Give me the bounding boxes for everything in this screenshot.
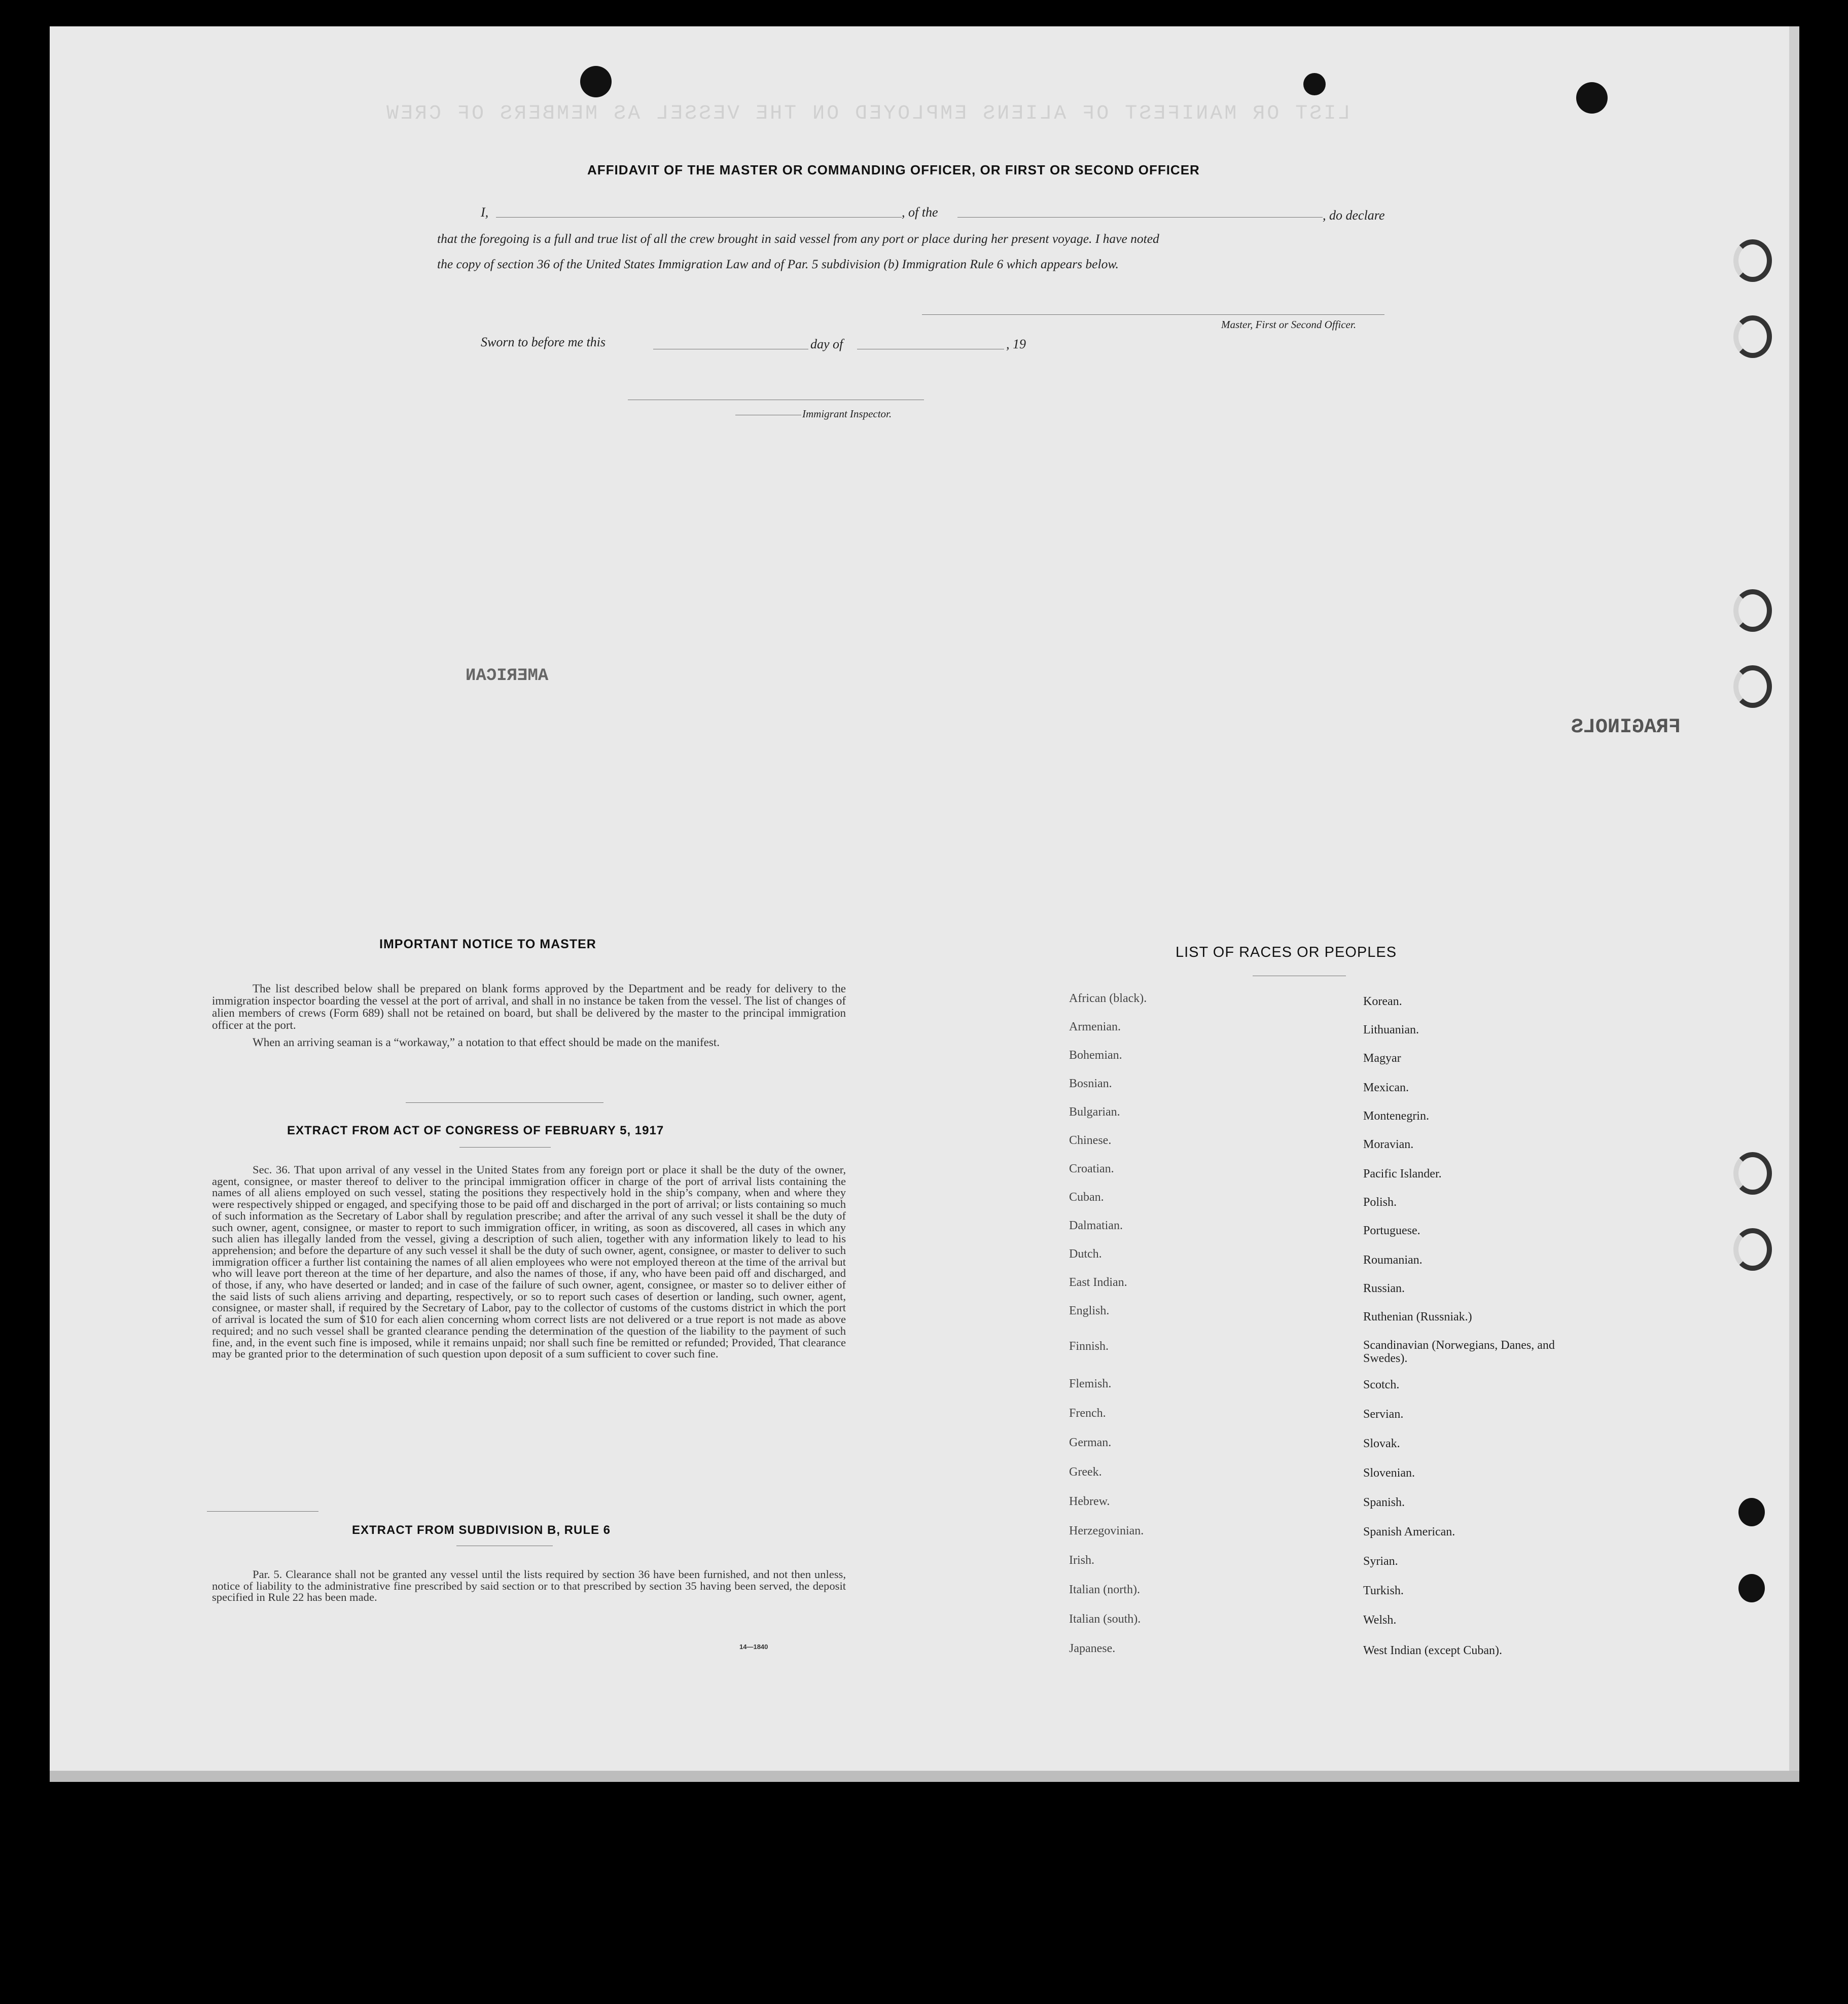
race-right-18: Spanish American.: [1363, 1525, 1455, 1538]
race-right-14: Servian.: [1363, 1408, 1404, 1421]
bleed-through-header: LIST OR MANIFEST OF ALIENS EMPLOYED ON THE VESSEL AS MEMBERS OF CREW: [384, 102, 1351, 125]
race-left-14: French.: [1069, 1407, 1106, 1420]
sworn-text: Sworn to before me this: [481, 335, 606, 349]
inspector-label: Immigrant Inspector.: [802, 408, 892, 420]
document-page: [50, 26, 1790, 1776]
notice-title: IMPORTANT NOTICE TO MASTER: [379, 937, 596, 951]
race-right-15: Slovak.: [1363, 1437, 1400, 1450]
race-right-1: Lithuanian.: [1363, 1023, 1419, 1036]
race-right-8: Portuguese.: [1363, 1224, 1420, 1237]
race-right-17: Spanish.: [1363, 1496, 1405, 1509]
punch-hole-top-1: [580, 66, 612, 97]
race-left-18: Herzegovinian.: [1069, 1524, 1144, 1537]
punch-hole-right-2: [1738, 1574, 1765, 1602]
signature-label: Master, First or Second Officer.: [1221, 318, 1356, 331]
race-left-2: Bohemian.: [1069, 1049, 1122, 1062]
race-left-8: Dalmatian.: [1069, 1219, 1123, 1232]
race-left-9: Dutch.: [1069, 1247, 1102, 1261]
race-right-6: Pacific Islander.: [1363, 1167, 1442, 1180]
notice-paragraph-2: When an arriving seaman is a “workaway,” a notation to that effect should be made on the manifest.: [253, 1036, 720, 1049]
race-left-5: Chinese.: [1069, 1134, 1112, 1147]
race-left-3: Bosnian.: [1069, 1077, 1112, 1090]
bleed-through-mirrored-word-2: AMERICAN: [466, 666, 549, 686]
rule-extract-text: Par. 5. Clearance shall not be granted any vessel until the lists required by section 36 have been furnished, and not then unless, notice of liability to the administrative fine prescribed by said section or to that prescribed by section 35 having been served, the deposit specified in Rule 22 has been made.: [212, 1568, 846, 1604]
race-left-15: German.: [1069, 1436, 1112, 1449]
bleed-through-mirrored-word: FRAGINOLS: [1571, 716, 1681, 739]
race-right-9: Roumanian.: [1363, 1254, 1423, 1267]
signature-line: [922, 314, 1384, 315]
race-left-6: Croatian.: [1069, 1162, 1114, 1175]
race-right-19: Syrian.: [1363, 1555, 1398, 1568]
binder-ring-6: [1733, 1228, 1772, 1271]
race-right-21: Welsh.: [1363, 1614, 1397, 1627]
punch-hole-right-1: [1738, 1498, 1765, 1526]
page-edge-right: [1789, 26, 1799, 1776]
race-left-20: Italian (north).: [1069, 1583, 1140, 1596]
vessel-blank: [957, 217, 1323, 218]
binder-ring-3: [1733, 589, 1772, 632]
year-text: , 19: [1006, 337, 1026, 351]
affidavit-line2: that the foregoing is a full and true list of all the crew brought in said vessel from any port or place during her present voyage. I have noted: [437, 231, 1159, 246]
race-left-13: Flemish.: [1069, 1377, 1112, 1390]
binder-ring-2: [1733, 315, 1772, 358]
race-left-1: Armenian.: [1069, 1020, 1121, 1033]
race-left-17: Hebrew.: [1069, 1495, 1110, 1508]
affidavit-title: AFFIDAVIT OF THE MASTER OR COMMANDING OFFICER, OR FIRST OR SECOND OFFICER: [587, 162, 1200, 177]
race-right-7: Polish.: [1363, 1196, 1397, 1209]
binder-ring-5: [1733, 1152, 1772, 1195]
race-left-21: Italian (south).: [1069, 1613, 1141, 1626]
race-right-12: Scandinavian (Norwegians, Danes, and Swedes).: [1363, 1339, 1555, 1365]
race-left-16: Greek.: [1069, 1465, 1102, 1479]
race-right-13: Scotch.: [1363, 1378, 1400, 1391]
rule-extract-text-block: [212, 1569, 846, 1608]
race-left-11: English.: [1069, 1304, 1110, 1317]
race-right-5: Moravian.: [1363, 1138, 1414, 1151]
race-left-4: Bulgarian.: [1069, 1105, 1120, 1119]
notice-divider: [406, 1102, 603, 1103]
race-right-0: Korean.: [1363, 995, 1402, 1008]
notice-text: [212, 983, 846, 1054]
race-left-0: African (black).: [1069, 992, 1147, 1005]
binder-ring-1: [1733, 239, 1772, 282]
affidavit-i: I,: [481, 205, 489, 220]
affidavit-declare: , do declare: [1323, 208, 1385, 223]
affidavit-line3: the copy of section 36 of the United States Immigration Law and of Par. 5 subdivision (b) Immigration Rule 6 which appears below.: [437, 257, 1119, 271]
form-number: 14—1840: [739, 1643, 768, 1651]
act-extract-text: Sec. 36. That upon arrival of any vessel in the United States from any foreign port or place it shall be the duty of the owner, agent, consignee, or master thereof to deliver to the principal immigration officer in charge of the port of arrival lists containing the names of all aliens employed on such vessel, stating the positions they respectively hold in the ship’s company, when and where they were respectively shipped or engaged, and specifying those to be paid off and discharged in the port of arrival; or lists containing so much of such information as the Secretary of Labor shall by regulation prescribe; and after the arrival of any such vessel it shall be the duty of such owner, agent, consignee, or master to report to such immigration officer, in writing, as soon as discovered, all cases in which any such alien has illegally landed from the vessel, giving a description of such alien, together with any information likely to lead to his apprehension; and before the departure of any such vessel it shall be the duty of such owner, agent, consignee, or master to deliver to such immigration officer a further list containing the names of all alien employees who were not employed thereon at the time of the arrival but who will leave port thereon at the time of her departure, and also the names of those, if any, who have been paid off and discharged, and of those, if any, who have deserted or landed; and in case of the failure of such owner, agent, consignee, or master so to deliver either of the said lists of such aliens arriving and departing, respectively, or so to report such cases of desertion or landing, such owner, agent, consignee, or master shall, if required by the Secretary of Labor, pay to the collector of customs of the customs district in which the port of arrival is located the sum of $10 for each alien concerning whom correct lists are not delivered or a true report is not made as above required; and no such vessel shall be granted clearance pending the determination of the question of the liability to the payment of such fine, and, in the event such fine is imposed, while it remains unpaid; nor shall such fine be remitted or refunded; Provided, That clearance may be granted prior to the determination of such question upon deposit of a sum sufficient to cover such fine.: [212, 1163, 846, 1361]
act-divider: [459, 1147, 551, 1148]
race-right-22: West Indian (except Cuban).: [1363, 1644, 1502, 1657]
race-right-3: Mexican.: [1363, 1081, 1409, 1094]
affidavit-of-the: , of the: [902, 205, 938, 220]
day-of-text: day of: [810, 337, 843, 351]
race-left-10: East Indian.: [1069, 1276, 1127, 1289]
race-right-2: Magyar: [1363, 1052, 1401, 1065]
act-extract-text-block: [212, 1164, 846, 1365]
race-left-22: Japanese.: [1069, 1642, 1116, 1655]
race-right-11: Ruthenian (Russniak.): [1363, 1310, 1472, 1323]
page-edge-bottom: [50, 1771, 1799, 1782]
race-left-19: Irish.: [1069, 1554, 1094, 1567]
act-extract-title: EXTRACT FROM ACT OF CONGRESS OF FEBRUARY 5, 1917: [287, 1124, 664, 1137]
binder-ring-4: [1733, 665, 1772, 708]
act-end-divider: [207, 1511, 318, 1512]
rule-extract-title: EXTRACT FROM SUBDIVISION B, RULE 6: [352, 1523, 611, 1537]
punch-hole-top-3: [1576, 82, 1608, 114]
race-right-16: Slovenian.: [1363, 1466, 1415, 1480]
name-blank: [496, 217, 902, 218]
race-right-20: Turkish.: [1363, 1584, 1404, 1597]
race-right-10: Russian.: [1363, 1282, 1405, 1295]
notice-paragraph-1: The list described below shall be prepared on blank forms approved by the Department and be ready for delivery to the immigration inspector boarding the vessel at the port of arrival, and shall in no instance be taken from the vessel. The list of changes of alien members of crews (Form 689) shall not be retained on board, but shall be delivered by the master to the principal immigration officer at the port.: [212, 982, 846, 1031]
race-right-4: Montenegrin.: [1363, 1110, 1429, 1123]
race-left-7: Cuban.: [1069, 1191, 1104, 1204]
punch-hole-top-2: [1303, 73, 1326, 95]
race-left-12: Finnish.: [1069, 1340, 1109, 1353]
races-title: LIST OF RACES OR PEOPLES: [1176, 944, 1397, 960]
